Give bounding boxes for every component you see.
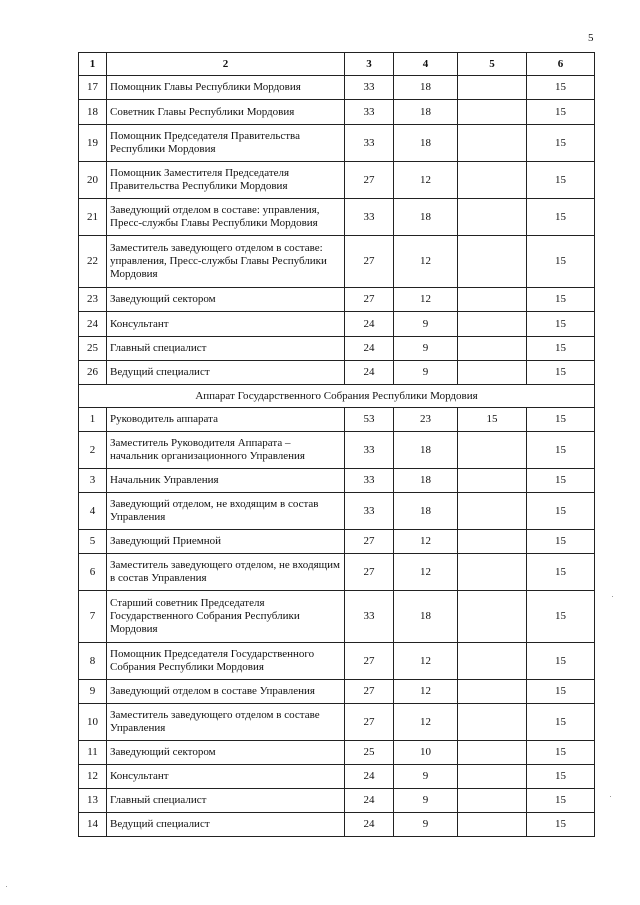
scan-speck (6, 886, 7, 887)
value-col-4: 9 (394, 312, 458, 337)
row-number: 5 (79, 530, 107, 554)
section-title: Аппарат Государственного Собрания Республики Мордовия (79, 385, 595, 408)
value-col-3: 24 (345, 312, 394, 337)
table-row (79, 199, 595, 236)
value-col-3: 27 (345, 530, 394, 554)
section-header-row (79, 385, 595, 408)
value-col-3: 27 (345, 680, 394, 704)
value-col-6: 15 (527, 236, 595, 288)
value-col-4: 10 (394, 741, 458, 765)
value-col-5 (458, 591, 527, 643)
value-col-4: 18 (394, 493, 458, 530)
value-col-4: 12 (394, 704, 458, 741)
value-col-3: 27 (345, 236, 394, 288)
row-number: 26 (79, 361, 107, 385)
table-row (79, 236, 595, 288)
value-col-4: 12 (394, 643, 458, 680)
value-col-5 (458, 288, 527, 312)
value-col-4: 18 (394, 432, 458, 469)
row-number: 18 (79, 100, 107, 125)
value-col-4: 18 (394, 591, 458, 643)
value-col-6: 15 (527, 100, 595, 125)
header-col-5: 5 (458, 53, 527, 76)
row-number: 1 (79, 408, 107, 432)
table-header-row (79, 53, 595, 76)
position-title: Главный специалист (107, 337, 345, 361)
value-col-5 (458, 813, 527, 837)
value-col-3: 33 (345, 76, 394, 100)
table-row (79, 643, 595, 680)
position-title: Помощник Председателя Государственного Собрания Республики Мордовия (107, 643, 345, 680)
row-number: 23 (79, 288, 107, 312)
value-col-5 (458, 554, 527, 591)
value-col-4: 9 (394, 765, 458, 789)
header-col-1: 1 (79, 53, 107, 76)
row-number: 12 (79, 765, 107, 789)
value-col-3: 33 (345, 125, 394, 162)
table-row (79, 432, 595, 469)
position-title: Заместитель заведующего отделом в составе: управления, Пресс-службы Главы Республики Мордовия (107, 236, 345, 288)
value-col-5 (458, 125, 527, 162)
row-number: 4 (79, 493, 107, 530)
value-col-4: 9 (394, 337, 458, 361)
value-col-6: 15 (527, 312, 595, 337)
table-row (79, 765, 595, 789)
page-number: 5 (588, 32, 594, 44)
value-col-3: 33 (345, 100, 394, 125)
value-col-3: 24 (345, 337, 394, 361)
table-row (79, 125, 595, 162)
position-title: Советник Главы Республики Мордовия (107, 100, 345, 125)
value-col-6: 15 (527, 704, 595, 741)
value-col-3: 33 (345, 469, 394, 493)
value-col-4: 18 (394, 76, 458, 100)
value-col-4: 12 (394, 530, 458, 554)
value-col-5 (458, 493, 527, 530)
value-col-5 (458, 337, 527, 361)
value-col-6: 15 (527, 680, 595, 704)
value-col-5 (458, 530, 527, 554)
position-title: Заведующий отделом в составе Управления (107, 680, 345, 704)
value-col-6: 15 (527, 554, 595, 591)
row-number: 8 (79, 643, 107, 680)
value-col-5 (458, 680, 527, 704)
value-col-4: 9 (394, 813, 458, 837)
value-col-4: 12 (394, 680, 458, 704)
position-title: Заведующий отделом в составе: управления, Пресс-службы Главы Республики Мордовия (107, 199, 345, 236)
value-col-6: 15 (527, 162, 595, 199)
row-number: 17 (79, 76, 107, 100)
position-title: Начальник Управления (107, 469, 345, 493)
value-col-3: 33 (345, 432, 394, 469)
table-row (79, 162, 595, 199)
table-row (79, 741, 595, 765)
row-number: 24 (79, 312, 107, 337)
position-title: Главный специалист (107, 789, 345, 813)
value-col-5 (458, 100, 527, 125)
row-number: 3 (79, 469, 107, 493)
row-number: 9 (79, 680, 107, 704)
header-col-4: 4 (394, 53, 458, 76)
value-col-4: 12 (394, 554, 458, 591)
value-col-3: 27 (345, 288, 394, 312)
position-title: Заместитель заведующего отделом в составе Управления (107, 704, 345, 741)
position-title: Ведущий специалист (107, 361, 345, 385)
value-col-5: 15 (458, 408, 527, 432)
value-col-3: 27 (345, 643, 394, 680)
row-number: 22 (79, 236, 107, 288)
value-col-5 (458, 469, 527, 493)
table-row (79, 337, 595, 361)
position-title: Заместитель Руководителя Аппарата – начальник организационного Управления (107, 432, 345, 469)
value-col-6: 15 (527, 765, 595, 789)
table-row (79, 312, 595, 337)
value-col-3: 27 (345, 554, 394, 591)
table-row (79, 554, 595, 591)
value-col-5 (458, 199, 527, 236)
value-col-5 (458, 432, 527, 469)
value-col-3: 24 (345, 361, 394, 385)
value-col-4: 18 (394, 469, 458, 493)
position-title: Заведующий сектором (107, 741, 345, 765)
value-col-4: 12 (394, 236, 458, 288)
position-title: Заведующий сектором (107, 288, 345, 312)
row-number: 6 (79, 554, 107, 591)
value-col-6: 15 (527, 469, 595, 493)
value-col-3: 33 (345, 591, 394, 643)
value-col-6: 15 (527, 741, 595, 765)
value-col-5 (458, 741, 527, 765)
position-title: Помощник Заместителя Председателя Правительства Республики Мордовия (107, 162, 345, 199)
value-col-4: 12 (394, 288, 458, 312)
row-number: 11 (79, 741, 107, 765)
value-col-6: 15 (527, 288, 595, 312)
position-title: Консультант (107, 765, 345, 789)
position-title: Помощник Главы Республики Мордовия (107, 76, 345, 100)
value-col-3: 53 (345, 408, 394, 432)
value-col-3: 24 (345, 789, 394, 813)
row-number: 14 (79, 813, 107, 837)
position-title: Старший советник Председателя Государственного Собрания Республики Мордовия (107, 591, 345, 643)
value-col-4: 12 (394, 162, 458, 199)
position-title: Ведущий специалист (107, 813, 345, 837)
table-row (79, 469, 595, 493)
value-col-5 (458, 643, 527, 680)
value-col-3: 27 (345, 704, 394, 741)
value-col-6: 15 (527, 643, 595, 680)
value-col-6: 15 (527, 493, 595, 530)
scan-speck (610, 796, 611, 797)
row-number: 2 (79, 432, 107, 469)
table-row (79, 789, 595, 813)
value-col-6: 15 (527, 530, 595, 554)
value-col-4: 9 (394, 361, 458, 385)
table-row (79, 813, 595, 837)
header-col-3: 3 (345, 53, 394, 76)
value-col-3: 27 (345, 162, 394, 199)
row-number: 19 (79, 125, 107, 162)
table-row (79, 704, 595, 741)
value-col-5 (458, 236, 527, 288)
value-col-5 (458, 162, 527, 199)
value-col-6: 15 (527, 432, 595, 469)
position-title: Заведующий отделом, не входящим в состав Управления (107, 493, 345, 530)
salary-table (78, 52, 595, 837)
value-col-4: 18 (394, 199, 458, 236)
value-col-6: 15 (527, 408, 595, 432)
value-col-5 (458, 76, 527, 100)
table-row (79, 591, 595, 643)
value-col-3: 33 (345, 493, 394, 530)
header-col-6: 6 (527, 53, 595, 76)
value-col-6: 15 (527, 125, 595, 162)
scan-speck (612, 596, 613, 597)
value-col-6: 15 (527, 199, 595, 236)
table-row (79, 408, 595, 432)
table-row (79, 100, 595, 125)
table-row (79, 680, 595, 704)
value-col-5 (458, 361, 527, 385)
value-col-6: 15 (527, 591, 595, 643)
value-col-4: 23 (394, 408, 458, 432)
value-col-5 (458, 704, 527, 741)
header-col-2: 2 (107, 53, 345, 76)
row-number: 13 (79, 789, 107, 813)
value-col-6: 15 (527, 76, 595, 100)
value-col-5 (458, 312, 527, 337)
value-col-6: 15 (527, 813, 595, 837)
table-row (79, 530, 595, 554)
table-row (79, 493, 595, 530)
value-col-4: 18 (394, 100, 458, 125)
position-title: Помощник Председателя Правительства Республики Мордовия (107, 125, 345, 162)
value-col-3: 24 (345, 813, 394, 837)
row-number: 20 (79, 162, 107, 199)
row-number: 25 (79, 337, 107, 361)
position-title: Заведующий Приемной (107, 530, 345, 554)
row-number: 21 (79, 199, 107, 236)
value-col-6: 15 (527, 789, 595, 813)
position-title: Заместитель заведующего отделом, не входящим в состав Управления (107, 554, 345, 591)
value-col-3: 25 (345, 741, 394, 765)
value-col-3: 33 (345, 199, 394, 236)
position-title: Консультант (107, 312, 345, 337)
row-number: 10 (79, 704, 107, 741)
table-row (79, 361, 595, 385)
value-col-5 (458, 789, 527, 813)
value-col-6: 15 (527, 361, 595, 385)
value-col-4: 18 (394, 125, 458, 162)
row-number: 7 (79, 591, 107, 643)
value-col-5 (458, 765, 527, 789)
table-row (79, 288, 595, 312)
value-col-3: 24 (345, 765, 394, 789)
value-col-6: 15 (527, 337, 595, 361)
value-col-4: 9 (394, 789, 458, 813)
table-row (79, 76, 595, 100)
position-title: Руководитель аппарата (107, 408, 345, 432)
